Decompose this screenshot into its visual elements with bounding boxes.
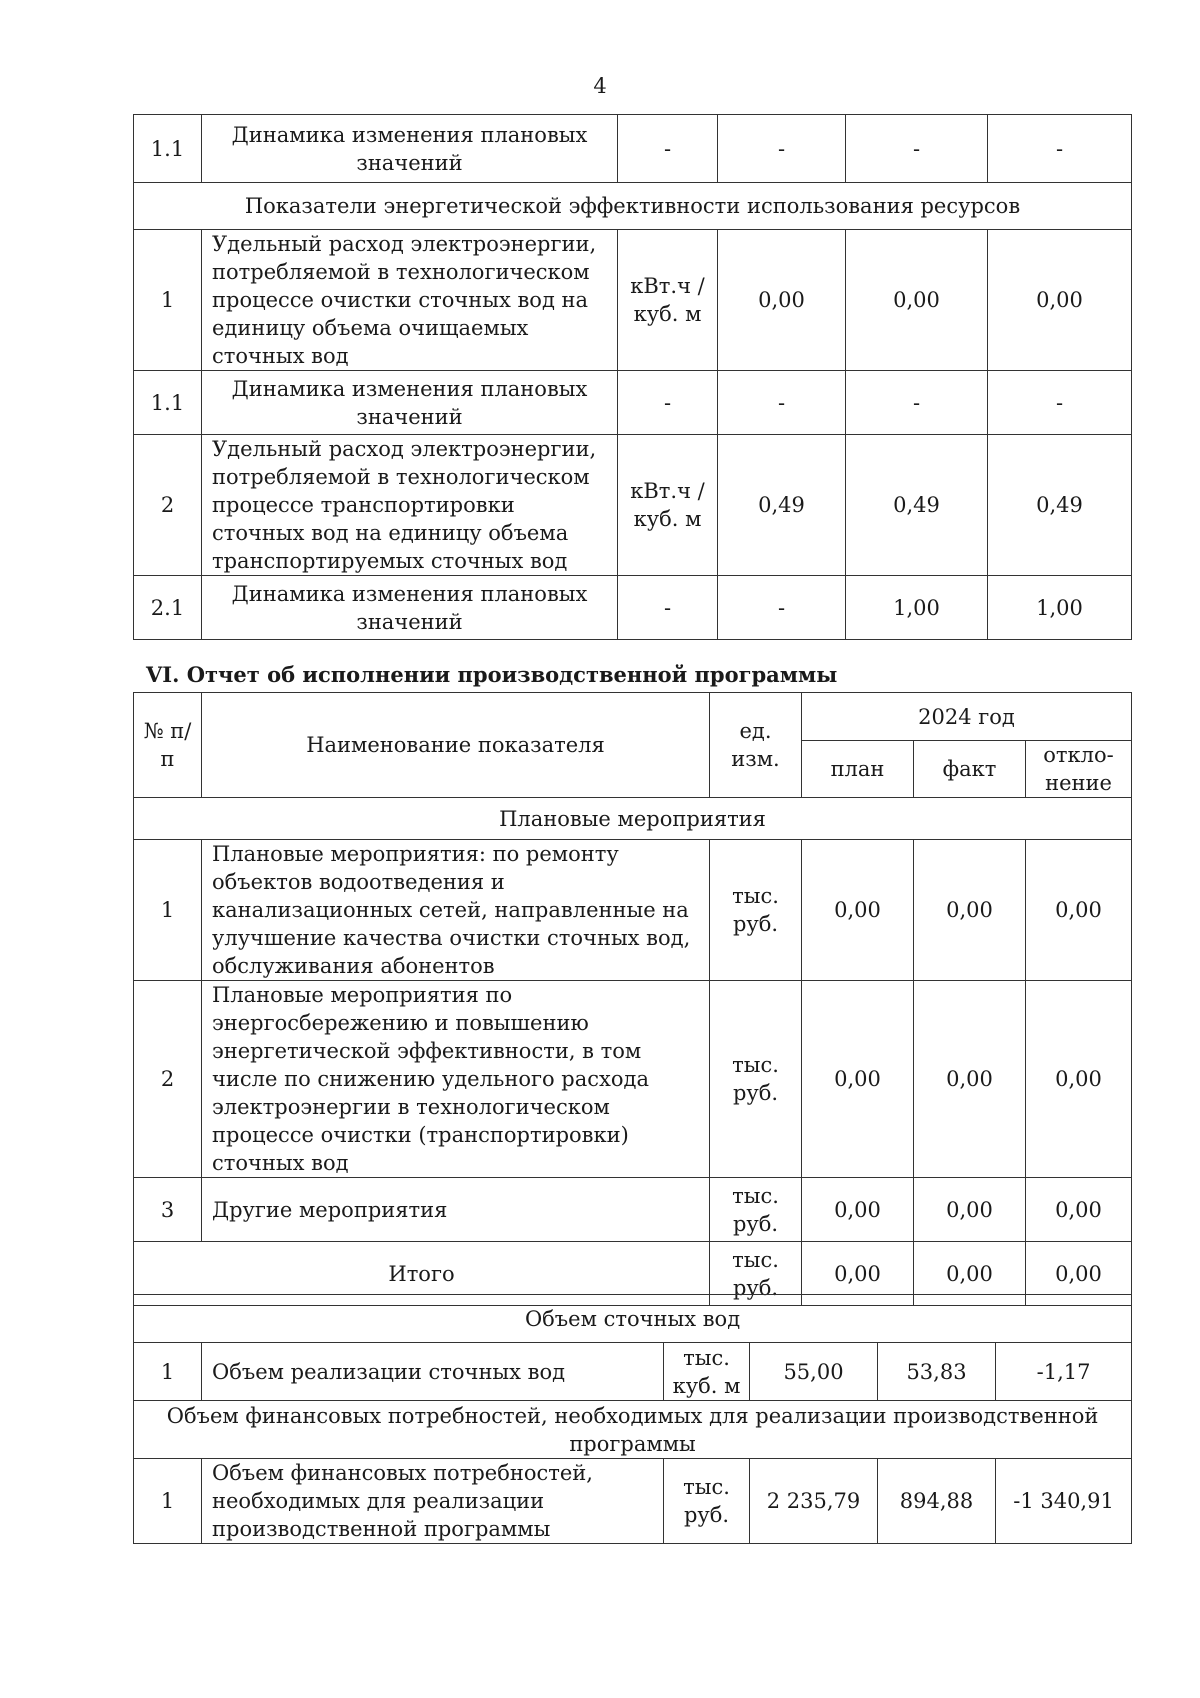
indicator-name: Динамика изменения плановых значений xyxy=(202,576,618,640)
unit-cell: - xyxy=(618,576,718,640)
section-row xyxy=(134,798,1132,840)
indicator-name: Удельный расход электроэнергии, потребляемой в технологическом процессе транспортировки сточных вод на единицу объема транспортируемых сточных вод xyxy=(202,435,618,576)
indicator-name: Объем финансовых потребностей, необходимых для реализации производственной программы xyxy=(202,1459,664,1544)
header-fact: факт xyxy=(914,741,1026,798)
value-cell: 1,00 xyxy=(846,576,988,640)
indicator-name: Удельный расход электроэнергии, потребляемой в технологическом процессе очистки сточных вод на единицу объема очищаемых сточных вод xyxy=(202,230,618,371)
value-cell: 0,00 xyxy=(718,230,846,371)
unit-cell: тыс. руб. xyxy=(710,1242,802,1306)
section-header: Плановые мероприятия xyxy=(134,798,1132,840)
fact-cell: 0,00 xyxy=(914,840,1026,981)
table-row xyxy=(134,576,1132,640)
deviation-cell: -1,17 xyxy=(996,1343,1132,1401)
value-cell: - xyxy=(988,115,1132,183)
row-number: 1.1 xyxy=(134,115,202,183)
unit-cell: кВт.ч / куб. м xyxy=(618,435,718,576)
plan-cell: 0,00 xyxy=(802,981,914,1178)
header-deviation: откло-нение xyxy=(1026,741,1132,798)
section-header: Объем финансовых потребностей, необходимых для реализации производственной программы xyxy=(134,1401,1132,1459)
value-cell: 0,49 xyxy=(846,435,988,576)
plan-cell: 0,00 xyxy=(802,840,914,981)
header-plan: план xyxy=(802,741,914,798)
plan-cell: 0,00 xyxy=(802,1242,914,1306)
row-number: 2.1 xyxy=(134,576,202,640)
indicator-name: Объем реализации сточных вод xyxy=(202,1343,664,1401)
header-number: № п/п xyxy=(134,693,202,798)
table-row xyxy=(134,840,1132,981)
unit-cell: тыс. руб. xyxy=(664,1459,750,1544)
unit-cell: тыс. руб. xyxy=(710,840,802,981)
total-label: Итого xyxy=(134,1242,710,1306)
header-unit: ед. изм. xyxy=(710,693,802,798)
table-row xyxy=(134,230,1132,371)
plan-cell: 2 235,79 xyxy=(750,1459,878,1544)
value-cell: - xyxy=(988,371,1132,435)
section-row xyxy=(134,183,1132,230)
value-cell: - xyxy=(846,371,988,435)
row-number: 1 xyxy=(134,1459,202,1544)
unit-cell: тыс. руб. xyxy=(710,981,802,1178)
deviation-cell: 0,00 xyxy=(1026,840,1132,981)
indicator-name: Плановые мероприятия: по ремонту объектов водоотведения и канализационных сетей, направленные на улучшение качества очистки сточных вод, обслуживания абонентов xyxy=(202,840,710,981)
value-cell: - xyxy=(718,115,846,183)
table-row xyxy=(134,371,1132,435)
unit-cell: - xyxy=(618,371,718,435)
deviation-cell: 0,00 xyxy=(1026,1242,1132,1306)
table-row xyxy=(134,981,1132,1178)
unit-cell: тыс. куб. м xyxy=(664,1343,750,1401)
table-row xyxy=(134,115,1132,183)
table-row xyxy=(134,1459,1132,1544)
deviation-cell: -1 340,91 xyxy=(996,1459,1132,1544)
indicator-name: Другие мероприятия xyxy=(202,1178,710,1242)
unit-cell: - xyxy=(618,115,718,183)
value-cell: 0,49 xyxy=(718,435,846,576)
header-year: 2024 год xyxy=(802,693,1132,741)
row-number: 1 xyxy=(134,1343,202,1401)
value-cell: 1,00 xyxy=(988,576,1132,640)
section-header: Объем сточных вод xyxy=(134,1295,1132,1343)
header-row xyxy=(134,693,1132,741)
row-number: 1.1 xyxy=(134,371,202,435)
deviation-cell: 0,00 xyxy=(1026,981,1132,1178)
fact-cell: 0,00 xyxy=(914,981,1026,1178)
production-program-report-table xyxy=(133,692,1132,1306)
value-cell: 0,00 xyxy=(988,230,1132,371)
value-cell: - xyxy=(718,371,846,435)
table-row xyxy=(134,1178,1132,1242)
section-title: VI. Отчет об исполнении производственной программы xyxy=(146,662,838,687)
unit-cell: тыс. руб. xyxy=(710,1178,802,1242)
page-number: 4 xyxy=(593,74,607,98)
row-number: 2 xyxy=(134,435,202,576)
row-number: 1 xyxy=(134,230,202,371)
value-cell: 0,49 xyxy=(988,435,1132,576)
energy-efficiency-table xyxy=(133,114,1132,640)
fact-cell: 0,00 xyxy=(914,1242,1026,1306)
row-number: 3 xyxy=(134,1178,202,1242)
volumes-table xyxy=(133,1294,1132,1544)
value-cell: 0,00 xyxy=(846,230,988,371)
fact-cell: 53,83 xyxy=(878,1343,996,1401)
section-row xyxy=(134,1401,1132,1459)
fact-cell: 0,00 xyxy=(914,1178,1026,1242)
indicator-name: Плановые мероприятия по энергосбережению и повышению энергетической эффективности, в том числе по снижению удельного расхода электроэнергии в технологическом процессе очистки (транспортировки) сточных вод xyxy=(202,981,710,1178)
section-row xyxy=(134,1295,1132,1343)
value-cell: - xyxy=(718,576,846,640)
section-header: Показатели энергетической эффективности использования ресурсов xyxy=(134,183,1132,230)
plan-cell: 0,00 xyxy=(802,1178,914,1242)
value-cell: - xyxy=(846,115,988,183)
table-row xyxy=(134,1343,1132,1401)
fact-cell: 894,88 xyxy=(878,1459,996,1544)
unit-cell: кВт.ч / куб. м xyxy=(618,230,718,371)
row-number: 2 xyxy=(134,981,202,1178)
row-number: 1 xyxy=(134,840,202,981)
header-name: Наименование показателя xyxy=(202,693,710,798)
indicator-name: Динамика изменения плановых значений xyxy=(202,115,618,183)
deviation-cell: 0,00 xyxy=(1026,1178,1132,1242)
indicator-name: Динамика изменения плановых значений xyxy=(202,371,618,435)
table-row xyxy=(134,435,1132,576)
plan-cell: 55,00 xyxy=(750,1343,878,1401)
